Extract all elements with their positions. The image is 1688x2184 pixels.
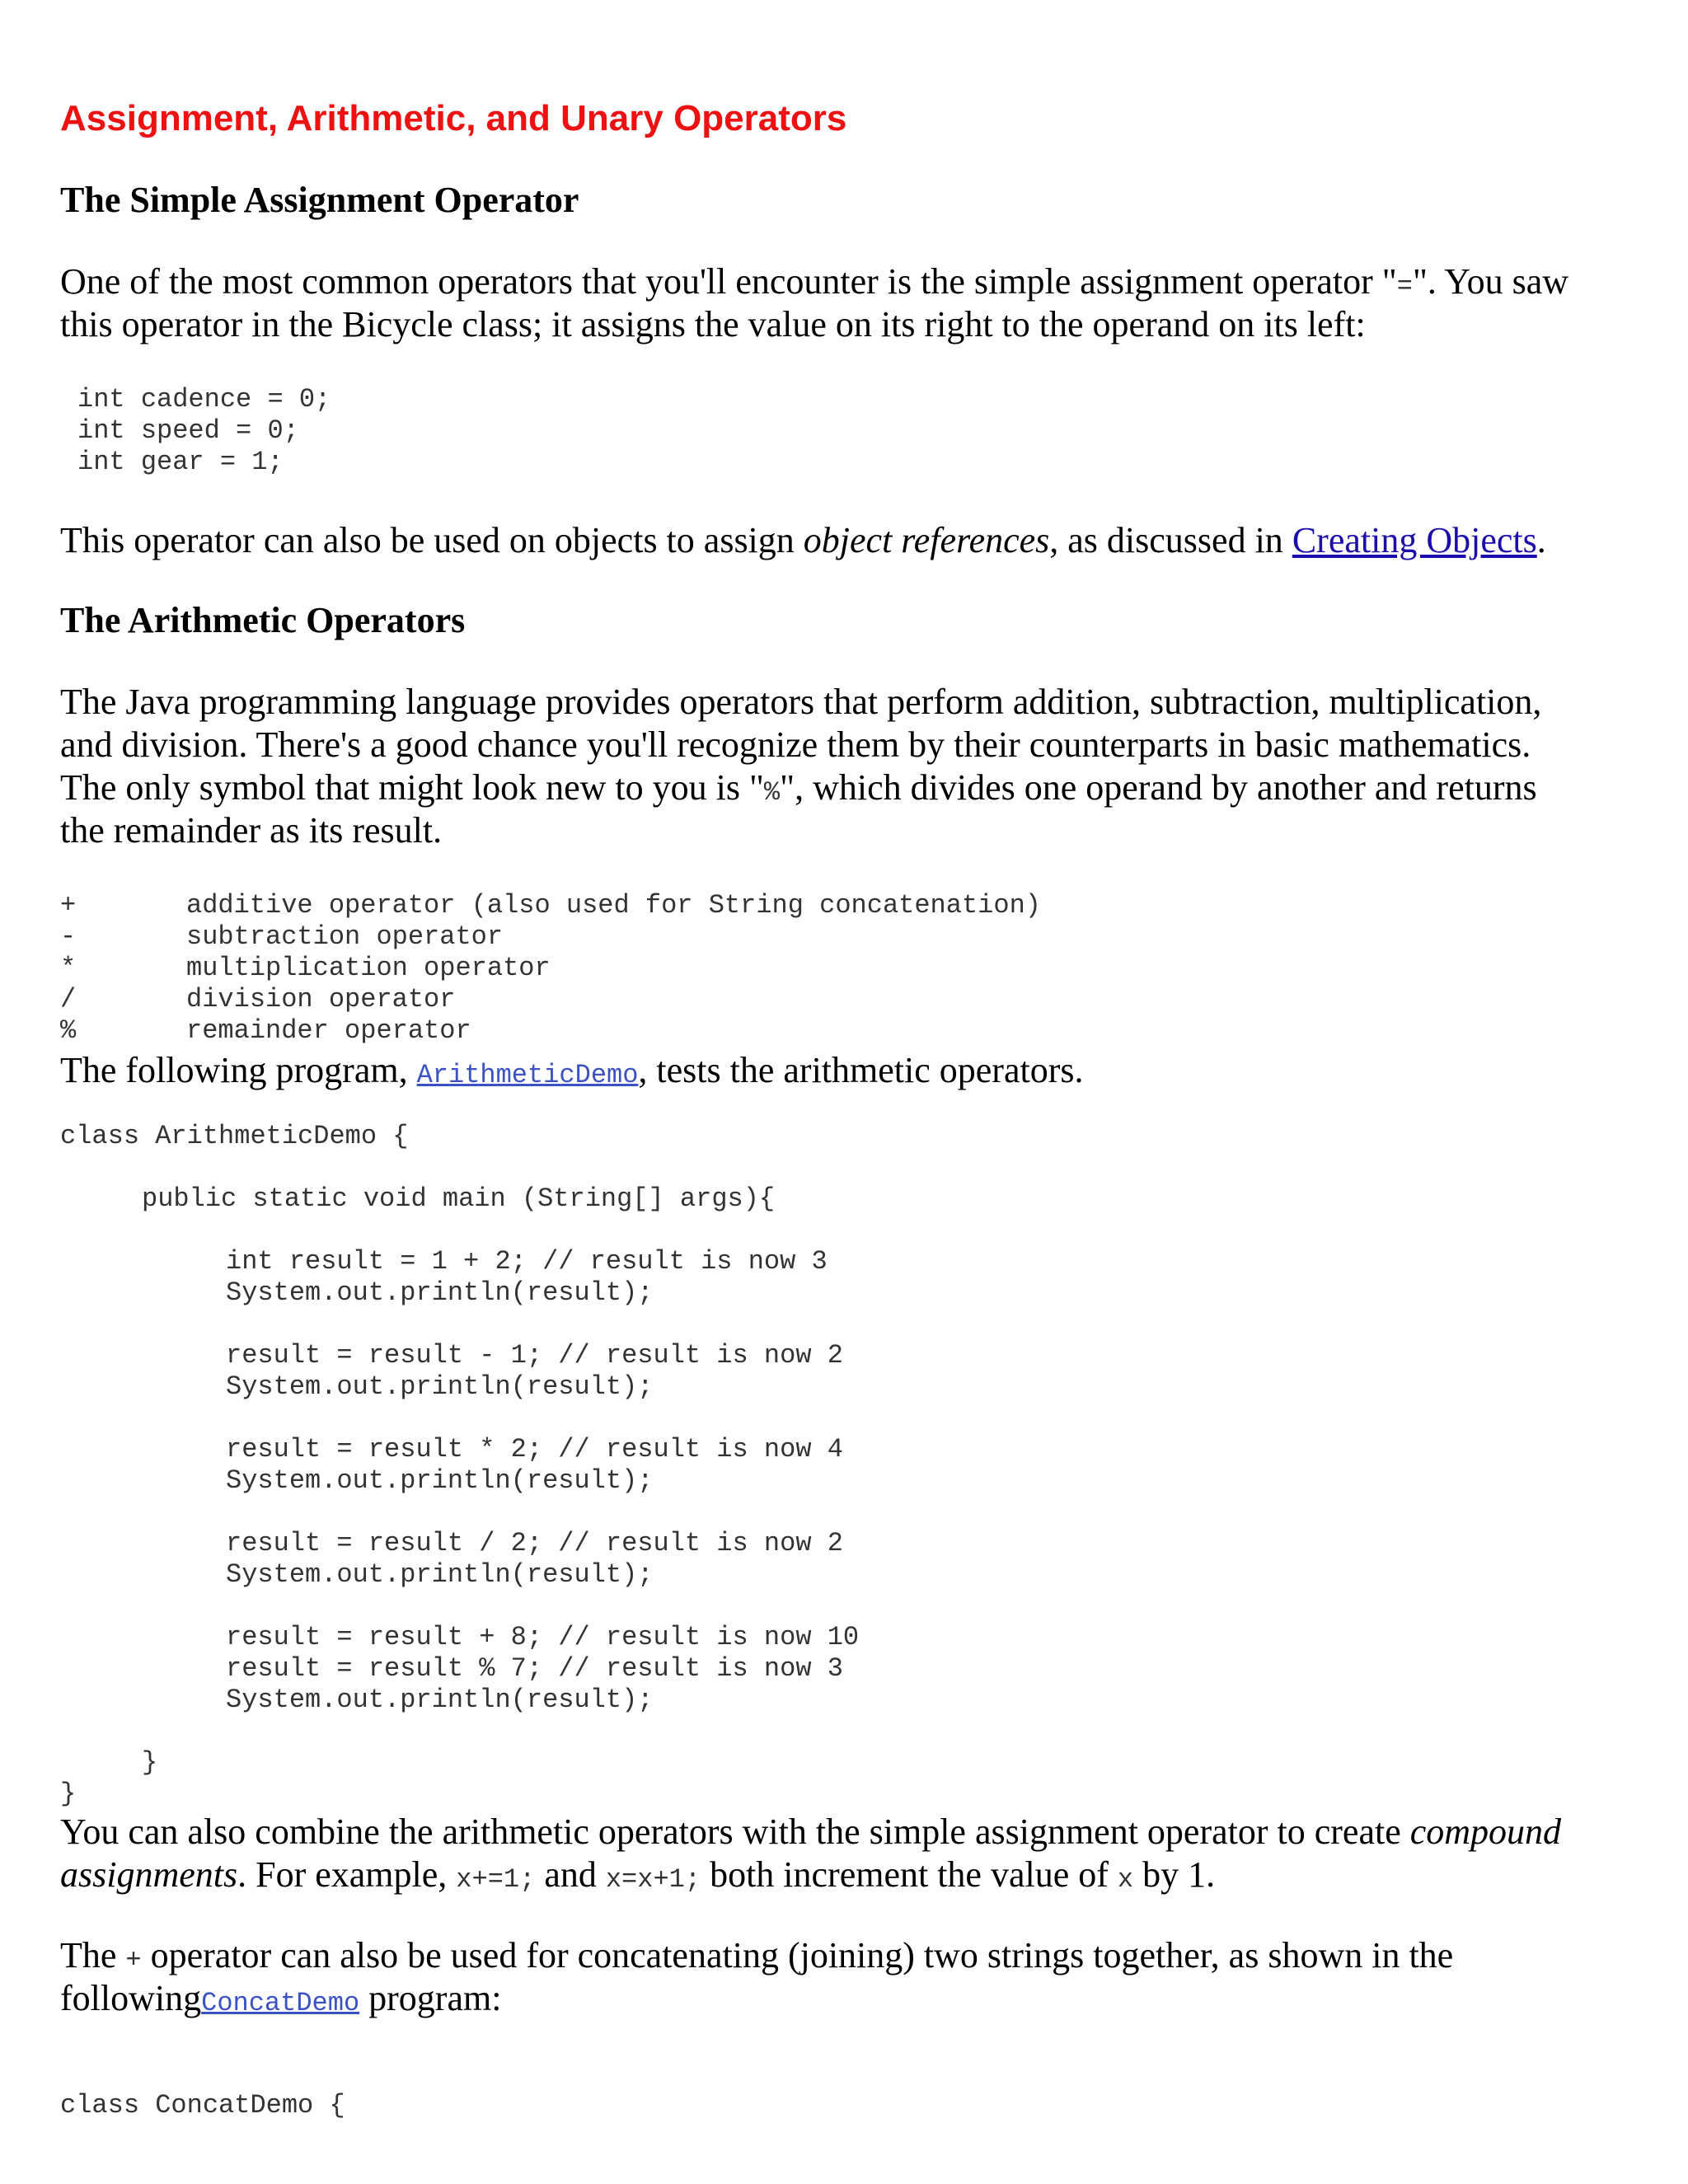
paragraph-line: You can also combine the arithmetic operators with the simple assignment operator to create compound	[60, 1811, 1562, 1852]
operator-symbol: /	[60, 984, 77, 1015]
operator-row	[0, 921, 1688, 953]
inline-code: x	[1117, 1864, 1134, 1895]
inline-code: x=x+1;	[605, 1864, 701, 1895]
operator-description: additive operator (also used for String concatenation)	[186, 890, 1041, 921]
operator-list	[0, 890, 1688, 1047]
operator-symbol: -	[60, 921, 77, 952]
code-line: result = result / 2; // result is now 2	[226, 1528, 843, 1558]
inline-code: =	[1396, 271, 1413, 302]
code-line: }	[142, 1747, 158, 1778]
emphasis-text: compound	[1409, 1811, 1562, 1852]
concat-demo-link[interactable]: ConcatDemo	[201, 1988, 360, 2018]
operator-symbol: *	[60, 953, 77, 983]
operator-description: division operator	[186, 984, 456, 1015]
code-line: System.out.println(result);	[226, 1277, 654, 1308]
section-heading-simple-assignment: The Simple Assignment Operator	[60, 180, 579, 220]
operator-row	[0, 984, 1688, 1015]
operator-description: subtraction operator	[186, 921, 504, 952]
paragraph-line: The Java programming language provides operators that perform addition, subtraction, multiplication,	[60, 682, 1542, 722]
code-line: int gear = 1;	[77, 447, 284, 477]
paragraph-line: One of the most common operators that you'll encounter is the simple assignment operator "=". You saw	[60, 261, 1569, 302]
code-line: System.out.println(result);	[226, 1371, 654, 1402]
code-line: System.out.println(result);	[226, 1465, 654, 1496]
paragraph-line: The only symbol that might look new to you is "%", which divides one operand by another and returns	[60, 767, 1537, 808]
inline-code: x+=1;	[456, 1864, 536, 1895]
code-line: }	[60, 1779, 77, 1809]
paragraph-line: assignments. For example, x+=1; and x=x+1; both increment the value of x by 1.	[60, 1854, 1216, 1895]
operator-symbol: +	[60, 890, 77, 921]
code-line: class ConcatDemo {	[60, 2090, 345, 2121]
code-line: result = result % 7; // result is now 3	[226, 1653, 843, 1684]
code-line: result = result + 8; // result is now 10	[226, 1622, 860, 1652]
section-heading-arithmetic: The Arithmetic Operators	[60, 600, 466, 640]
inline-code: +	[125, 1945, 142, 1975]
operator-row	[0, 1015, 1688, 1047]
code-line: int result = 1 + 2; // result is now 3	[226, 1246, 828, 1277]
paragraph-line: The following program, ArithmeticDemo, tests the arithmetic operators.	[60, 1050, 1084, 1090]
code-line: int cadence = 0;	[77, 384, 331, 415]
code-line: class ArithmeticDemo {	[60, 1121, 409, 1151]
emphasis-text: assignments	[60, 1854, 238, 1895]
code-line: result = result - 1; // result is now 2	[226, 1340, 843, 1371]
paragraph-line: the remainder as its result.	[60, 810, 443, 851]
paragraph-line: followingConcatDemo program:	[60, 1978, 502, 2018]
creating-objects-link[interactable]: Creating Objects	[1292, 520, 1537, 560]
code-line: public static void main (String[] args){	[142, 1183, 776, 1214]
emphasis-text: object references	[803, 520, 1050, 560]
inline-code: %	[763, 777, 781, 808]
arithmetic-demo-link[interactable]: ArithmeticDemo	[416, 1060, 639, 1090]
paragraph-line: This operator can also be used on objects to assign object references, as discussed in Creating Objects.	[60, 520, 1546, 560]
paragraph-line: The + operator can also be used for concatenating (joining) two strings together, as shown in the	[60, 1935, 1454, 1975]
code-line: System.out.println(result);	[226, 1559, 654, 1590]
operator-row	[0, 890, 1688, 921]
code-line: System.out.println(result);	[226, 1685, 654, 1715]
operator-description: multiplication operator	[186, 953, 551, 983]
operator-row	[0, 953, 1688, 984]
code-line: int speed = 0;	[77, 415, 299, 446]
code-line: result = result * 2; // result is now 4	[226, 1434, 843, 1465]
paragraph-line: this operator in the Bicycle class; it assigns the value on its right to the operand on its left:	[60, 304, 1366, 344]
operator-description: remainder operator	[186, 1015, 471, 1046]
paragraph-line: and division. There's a good chance you'll recognize them by their counterparts in basic mathematics.	[60, 724, 1531, 765]
operator-symbol: %	[60, 1015, 77, 1046]
page-title: Assignment, Arithmetic, and Unary Operators	[60, 98, 847, 138]
